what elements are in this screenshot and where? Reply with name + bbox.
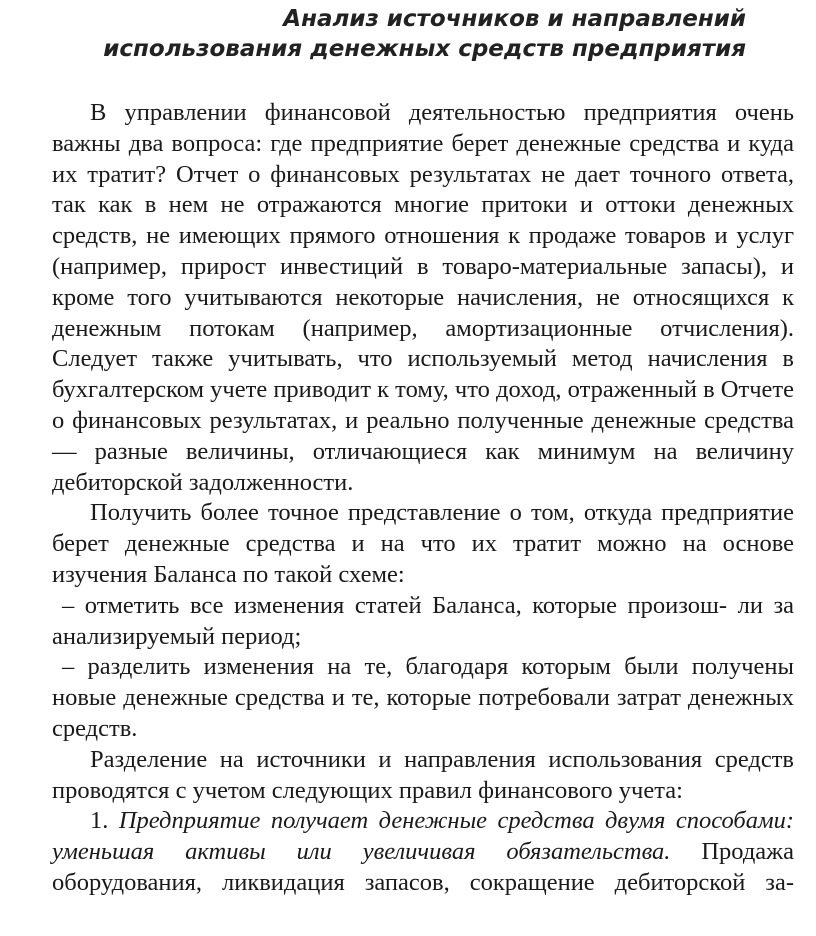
paragraph-3: Разделение на источники и направления использования средств проводятся с учетом следующих правил финансового учета:	[52, 745, 794, 804]
list-item-2: – разделить изменения на те, благодаря которым были получены новые денежные средства и те, которые потребовали затрат денежных средств.	[52, 653, 794, 742]
paragraph-4-rule: Предприятие получает денежные средства двумя способами: уменьшая активы или увеличивая обязательства.	[52, 807, 794, 866]
list-item-1: – отметить все изменения статей Баланса, которые произош- ли за анализируемый период;	[52, 591, 794, 650]
paragraph-4-text: Продажа оборудования, ликвидация запасов, сокращение дебиторской за-	[52, 838, 794, 896]
paragraph-4-number: 1.	[90, 807, 109, 835]
paragraph-1: В управлении финансовой деятельностью предприятия очень важны два вопроса: где предприятие берет денежные средства и куда их тратит? Отчет о финансовых результатах не дает точного ответа, так как в нем не отражаются многие притоки и оттоки денежных средств, не имеющих прямого отношения к продаже товаров и услуг (например, прирост инвестиций в товаро-материальные запасы), и кроме того учитываются некоторые начисления, не относящихся к денежным потокам (например, амортизационные отчисления). Следует также учитывать, что используемый метод начисления в бухгалтерском учете приводит к тому, что доход, отраженный в Отчете о финансовых результатах, и реально полученные денежные средства — разные величины, отличающиеся как минимум на величину дебиторской задолженности.	[52, 99, 794, 496]
paragraph-4	[52, 806, 794, 898]
heading-line-1: Анализ источников и направлений	[283, 6, 746, 32]
paragraph-2: Получить более точное представление о том, откуда предприятие берет денежные средства и на что их тратит можно на основе изучения Баланса по такой схеме:	[52, 499, 794, 588]
section-heading	[52, 0, 794, 64]
document-body	[52, 98, 794, 899]
heading-line-2: использования денежных средств предприятия	[103, 36, 746, 62]
